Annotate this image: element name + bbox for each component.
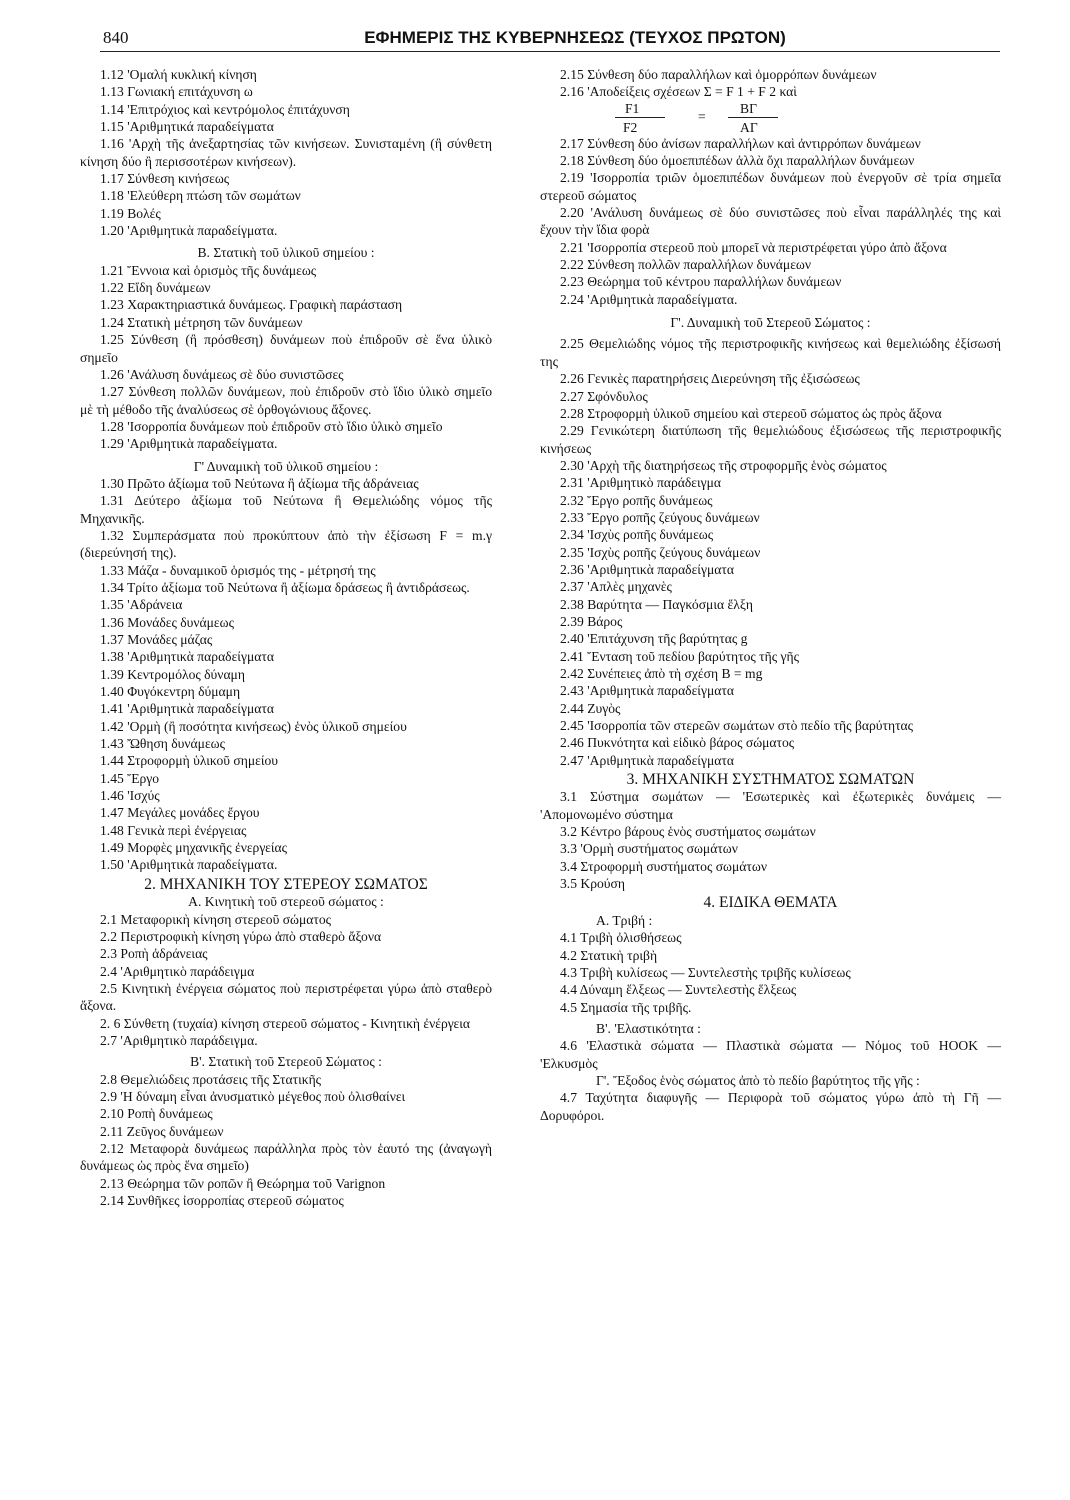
toc-entry: 1.44 Στροφορμὴ ὑλικοῦ σημείου [100,753,279,769]
toc-entry: 4.5 Σημασία τῆς τριβῆς. [560,999,692,1015]
section-heading: Β'. Στατικὴ τοῦ Στερεοῦ Σώματος : [190,1054,382,1070]
toc-entry: 1.47 Μεγάλες μονάδες ἔργου [100,805,260,821]
toc-entry: 1.37 Μονάδες μάζας [100,632,213,647]
toc-entry: 2.23 Θεώρημα τοῦ κέντρου παραλλήλων δυνάμεων [560,274,842,290]
gazette-title: ΕΦΗΜΕΡΙΣ ΤΗΣ ΚΥΒΕΡΝΗΣΕΩΣ (ΤΕΥΧΟΣ ΠΡΩΤΟΝ) [364,28,786,47]
toc-entry: 2.32 Ἔργο ροπῆς δυνάμεως [560,492,713,508]
section-heading: Α. Τριβή : [596,912,653,928]
toc-entry: 4.3 Τριβὴ κυλίσεως — Συντελεστὴς τριβῆς κυλίσεως [560,964,851,980]
section-heading: Γ'. Δυναμικὴ τοῦ Στερεοῦ Σώματος : [670,315,871,331]
section-heading: Α. Κινητικὴ τοῦ στερεοῦ σώματος : [188,894,384,910]
toc-entry: 2.31 'Αριθμητικὸ παράδειγμα [560,475,722,491]
toc-entry: 1.40 Φυγόκεντρη δύμαμη [100,684,241,700]
toc-entry: 4.6 'Ελαστικὰ σώματα — Πλαστικὰ σώματα — Νόμος τοῦ HOOK — 'Ελκυσμὸς [540,1038,1001,1071]
toc-entry: 1.32 Συμπεράσματα ποὺ προκύπτουν ἀπὸ τὴν ἐξίσωση F = m.γ (διερεύνησή της). [80,527,492,561]
toc-entry: 1.16 'Αρχὴ τῆς ἀνεξαρτησίας τῶν κινήσεων. Συνισταμένη (ἢ σύνθετη κίνηση δύο ἢ περισσοτέρων κινήσεων). [80,136,492,169]
toc-entry: 1.49 Μορφὲς μηχανικῆς ἐνεργείας [100,840,287,856]
toc-entry: 2.44 Ζυγὸς [560,700,621,716]
toc-entry: 2.36 'Αριθμητικὰ παραδείγματα [560,561,734,577]
toc-entry: 4.4 Δύναμη ἕλξεως — Συντελεστὴς ἕλξεως [560,982,797,998]
toc-entry: 1.43 Ὤθηση δυνάμεως [100,736,226,752]
toc-entry: 1.31 Δεύτερο ἀξίωμα τοῦ Νεύτωνα ἢ Θεμελιώδης νόμος τῆς Μηχανικῆς. [80,493,492,526]
toc-entry: 2.18 Σύνθεση δύο ὁμοεπιπέδων ἀλλὰ ὄχι παραλλήλων δυνάμεων [560,153,915,169]
toc-entry: 1.42 'Ορμὴ (ἢ ποσότητα κινήσεως) ἑνὸς ὑλικοῦ σημείου [100,718,407,734]
toc-entry: 1.28 'Ισορροπία δυνάμεων ποὺ ἐπιδροῦν στὸ ἴδιο ὑλικὸ σημεῖο [100,418,443,434]
toc-entry: 1.25 Σύνθεση (ἢ πρόσθεση) δυνάμεων ποὺ ἐπιδροῦν σὲ ἕνα ὑλικὸ σημεῖο [80,332,492,365]
toc-entry: 2.22 Σύνθεση πολλῶν παραλλήλων δυνάμεων [560,257,812,273]
toc-entry: 2.41 Ἔνταση τοῦ πεδίου βαρύτητος τῆς γῆς [560,648,800,664]
toc-entry: 2.4 'Αριθμητικὸ παράδειγμα [100,963,255,979]
page-number: 840 [103,28,129,47]
fraction-denominator-f2: F2 [623,119,638,135]
toc-entry: 1.18 'Ελεύθερη πτώση τῶν σωμάτων [100,188,301,204]
toc-entry: 2.8 Θεμελιώδεις προτάσεις τῆς Στατικῆς [100,1071,322,1087]
toc-entry: 2.37 'Απλὲς μηχανὲς [560,579,672,595]
right-column [540,66,1001,1124]
toc-entry: 1.39 Κεντρομόλος δύναμη [100,666,245,682]
toc-entry: 1.35 'Αδράνεια [100,597,183,613]
toc-entry: 2.30 'Αρχὴ τῆς διατηρήσεως τῆς στροφορμῆς ἑνὸς σώματος [560,457,887,473]
toc-entry: 2.17 Σύνθεση δύο ἀνίσων παραλλήλων καὶ ἀντιρρόπων δυνάμεων [560,135,921,151]
toc-entry: 2.12 Μεταφορὰ δυνάμεως παράλληλα πρὸς τὸν ἑαυτό της (ἀναγωγὴ δυνάμεως ὡς πρὸς ἕνα σημεῖο) [80,1140,492,1174]
toc-entry: 1.41 'Αριθμητικὰ παραδείγματα [100,701,274,717]
toc-entry: 3.5 Κρούση [560,876,625,892]
fraction-bar [728,117,778,118]
toc-entry: 1.13 Γωνιακή επιτάχυνση ω [100,84,253,100]
fraction-denominator-ag: ΑΓ [740,119,758,135]
toc-entry: 2.5 Κινητικὴ ἐνέργεια σώματος ποὺ περιστρέφεται γύρω ἀπὸ σταθερὸ ἄξονα. [80,980,492,1014]
header-rule [100,51,1000,52]
section-heading: Γ' Δυναμικὴ τοῦ ὑλικοῦ σημείου : [193,458,379,474]
toc-entry: 2.9 'Η δύναμη εἶναι ἀνυσματικὸ μέγεθος ποὺ ὀλισθαίνει [100,1088,406,1104]
toc-entry: 2.1 Μεταφορικὴ κίνηση στερεοῦ σώματος [100,911,332,927]
chapter-heading: 2. ΜΗΧΑΝΙΚΗ ΤΟΥ ΣΤΕΡΕΟΥ ΣΩΜΑΤΟΣ [144,875,428,893]
toc-entry: 1.27 Σύνθεση πολλῶν δυνάμεων, ποὺ ἐπιδροῦν στὸ ἴδιο ὑλικὸ σημεῖο μὲ τὴ μέθοδο τῆς ἀναλύσεως σὲ ὀρθογώνιους ἄξονες. [80,384,492,417]
toc-entry: 2.40 'Επιτάχυνση τῆς βαρύτητας g [560,631,748,647]
toc-entry: 2.10 Ροπὴ δυνάμεως [100,1106,213,1122]
toc-entry: 2.2 Περιστροφικὴ κίνηση γύρω ἀπὸ σταθερὸ ἄξονα [100,928,382,944]
toc-entry: 1.12 'Ομαλή κυκλική κίνηση [100,67,257,82]
page-header [0,0,1070,50]
toc-entry: 2.28 Στροφορμὴ ὑλικοῦ σημείου καὶ στερεοῦ σώματος ὡς πρὸς ἄξονα [560,405,942,421]
toc-entry: 2.11 Ζεῦγος δυνάμεων [100,1123,224,1139]
toc-entry: 1.21 Ἔννοια καὶ ὁρισμὸς τῆς δυνάμεως [100,262,317,278]
fraction-bar [615,117,665,118]
toc-entry: 3.1 Σύστημα σωμάτων — 'Εσωτερικὲς καὶ ἐξωτερικὲς δυνάμεις — 'Απομονωμένο σύστημα [540,789,1001,822]
toc-entry: 1.26 'Ανάλυση δυνάμεως σὲ δύο συνιστῶσες [100,366,344,382]
toc-entry: 2.16 'Αποδείξεις σχέσεων Σ = F 1 + F 2 καὶ [560,84,797,100]
toc-entry: 2.42 Συνέπειες ἀπὸ τὴ σχέση B = mg [560,666,763,681]
toc-entry: 2.20 'Ανάλυση δυνάμεως σὲ δύο συνιστῶσες ποὺ εἶναι παράλληλές της καὶ ἔχουν τὴν ἴδια φορὰ [540,205,1001,238]
toc-entry: 1.48 Γενικὰ περὶ ἐνέργειας [100,822,247,838]
toc-entry: 1.23 Χαρακτηριαστικά δυνάμεως. Γραφικὴ παράσταση [100,297,403,313]
toc-entry: 2. 6 Σύνθετη (τυχαία) κίνηση στερεοῦ σώματος - Κινητικὴ ἐνέργεια [100,1015,471,1031]
toc-entry: 1.29 'Αριθμητικὰ παραδείγματα. [100,436,278,452]
toc-entry: 2.39 Βάρος [560,613,623,629]
toc-entry: 1.45 Ἔργο [100,770,160,786]
toc-entry: 2.25 Θεμελιώδης νόμος τῆς περιστροφικῆς κινήσεως καὶ θεμελιώδης ἐξίσωσή της [540,336,1001,369]
toc-entry: 2.21 'Ισορροπία στερεοῦ ποὺ μπορεῖ νὰ περιστρέφεται γύρο ἀπὸ ἄξονα [560,239,947,255]
toc-entry: 4.7 Ταχύτητα διαφυγῆς — Περιφορὰ τοῦ σώματος γύρω ἀπὸ τὴ Γῆ — Δορυφόροι. [540,1090,1001,1123]
toc-entry: 2.29 Γενικώτερη διατύπωση τῆς θεμελιώδους ἐξισώσεως τῆς περιστροφικῆς κινήσεως [540,423,1001,456]
chapter-heading: 3. ΜΗΧΑΝΙΚΗ ΣΥΣΤΗΜΑΤΟΣ ΣΩΜΑΤΩΝ [626,771,915,789]
toc-entry: 2.35 'Ισχὺς ροπῆς ζεύγους δυνάμεων [560,544,761,560]
toc-entry: 1.30 Πρῶτο ἀξίωμα τοῦ Νεύτωνα ἢ ἀξίωμα τῆς ἀδράνειας [100,475,419,491]
toc-entry: 3.4 Στροφορμὴ συστήματος σωμάτων [560,858,767,874]
left-column [80,66,492,1209]
toc-entry: 1.46 'Ισχύς [100,788,160,804]
toc-entry: 1.36 Μονάδες δυνάμεως [100,614,234,630]
toc-entry: 2.34 'Ισχὺς ροπῆς δυνάμεως [560,527,714,543]
toc-entry: 1.50 'Αριθμητικὰ παραδείγματα. [100,857,278,873]
toc-entry: 4.2 Στατικὴ τριβὴ [560,947,658,963]
fraction-formula [540,101,1001,135]
toc-entry: 1.34 Τρίτο ἀξίωμα τοῦ Νεύτωνα ἢ ἀξίωμα δράσεως ἢ ἀντιδράσεως. [100,579,470,595]
toc-entry: 1.14 'Επιτρόχιος καὶ κεντρόμολος ἐπιτάχυνση [100,101,350,117]
toc-entry: 2.26 Γενικὲς παρατηρήσεις Διερεύνηση τῆς ἐξισώσεως [560,371,860,387]
toc-entry: 1.38 'Αριθμητικὰ παραδείγματα [100,649,274,665]
section-heading: Β'. 'Ελαστικότητα : [596,1020,701,1036]
fraction-numerator-f1: F1 [625,100,640,116]
toc-entry: 1.15 'Αριθμητικά παραδείγματα [100,119,274,135]
toc-entry: 2.24 'Αριθμητικὰ παραδείγματα. [560,291,738,307]
toc-entry: 2.38 Βαρύτητα — Παγκόσμια ἕλξη [560,596,753,612]
toc-entry: 2.15 Σύνθεση δύο παραλλήλων καὶ ὁμορρόπων δυνάμεων [560,67,877,82]
toc-entry: 2.45 'Ισορροπία τῶν στερεῶν σωμάτων στὸ πεδίο τῆς βαρύτητας [560,718,914,734]
toc-entry: 2.14 Συνθῆκες ἰσορροπίας στερεοῦ σώματος [100,1193,344,1208]
chapter-heading: 4. ΕΙΔΙΚΑ ΘΕΜΑΤΑ [703,894,838,912]
toc-entry: 3.2 Κέντρο βάρους ἑνὸς συστήματος σωμάτων [560,824,816,840]
toc-entry: 2.7 'Αριθμητικὸ παράδειγμα. [100,1032,258,1048]
toc-entry: 1.17 Σύνθεση κινήσεως [100,171,230,187]
toc-entry: 2.33 Ἔργο ροπῆς ζεύγους δυνάμεων [560,509,760,525]
toc-entry: 2.43 'Αριθμητικὰ παραδείγματα [560,683,734,699]
toc-entry: 2.13 Θεώρημα τῶν ροπῶν ἢ Θεώρημα τοῦ Varignon [100,1175,386,1191]
toc-entry: 1.19 Βολές [100,205,161,221]
fraction-numerator-bg: ΒΓ [740,100,757,116]
toc-entry: 1.33 Μάζα - δυναμικοῦ ὁρισμός της - μέτρησή της [100,562,376,578]
toc-entry: 1.22 Εἴδη δυνάμεων [100,280,211,296]
toc-entry: 4.1 Τριβὴ ὀλισθήσεως [560,930,682,946]
toc-entry: 2.47 'Αριθμητικὰ παραδείγματα [560,752,734,768]
section-heading: Β. Στατικὴ τοῦ ὑλικοῦ σημείου : [197,245,375,261]
section-heading: Γ'. Ἔξοδος ἑνὸς σώματος ἀπὸ τὸ πεδίο βαρύτητος τῆς γῆς : [596,1072,920,1088]
toc-entry: 3.3 'Ορμὴ συστήματος σωμάτων [560,841,738,857]
toc-entry: 1.24 Στατικὴ μέτρηση τῶν δυνάμεων [100,314,303,330]
toc-entry: 2.19 'Ισορροπία τριῶν ὁμοεπιπέδων δυνάμεων ποὺ ἐνεργοῦν σὲ τρία σημεῖα στερεοῦ σώματος [540,170,1001,203]
toc-entry: 1.20 'Αριθμητικὰ παραδείγματα. [100,223,278,239]
toc-entry: 2.46 Πυκνότητα καὶ εἰδικὸ βάρος σώματος [560,735,795,751]
toc-entry: 2.3 Ροπὴ ἀδράνειας [100,946,208,962]
fraction-equals: = [698,108,706,124]
toc-entry: 2.27 Σφόνδυλος [560,388,648,404]
